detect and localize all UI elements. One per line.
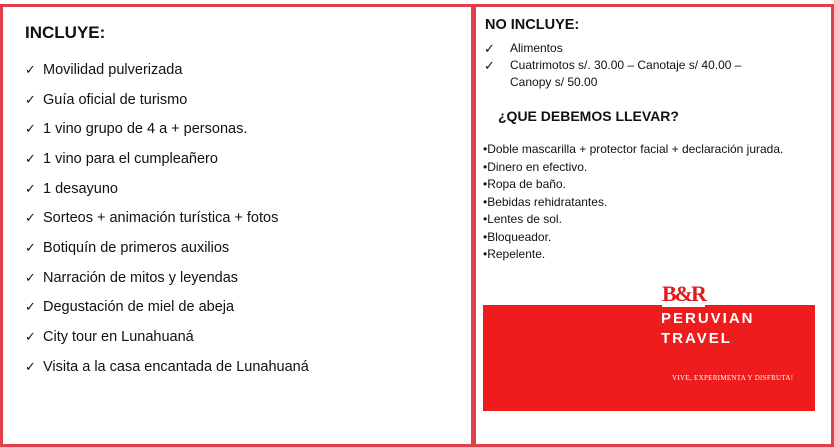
check-icon: ✓	[484, 58, 495, 73]
check-icon: ✓	[25, 121, 36, 137]
list-item: •Bloqueador.	[483, 229, 552, 244]
list-item: •Bebidas rehidratantes.	[483, 194, 608, 209]
list-item: •Ropa de baño.	[483, 177, 566, 191]
list-item: ✓ 1 desayuno	[25, 180, 118, 197]
list-item: ✓ Degustación de miel de abeja	[25, 299, 235, 316]
list-item: ✓ Botiquín de primeros auxilios	[25, 239, 230, 256]
list-item: •Dinero en efectivo.	[483, 159, 588, 174]
list-item: ✓ Narración de mitos y leyendas	[25, 269, 239, 286]
check-icon: ✓	[25, 180, 36, 196]
check-icon: ✓	[25, 91, 36, 107]
list-item: ✓ Movilidad pulverizada	[25, 61, 183, 78]
includes-list	[25, 55, 309, 382]
excludes-list	[484, 40, 780, 91]
check-icon: ✓	[25, 150, 36, 166]
check-icon: ✓	[25, 61, 36, 77]
brand-slogan: VIVE, EXPERIMENTA Y DISFRUTA!	[672, 374, 794, 382]
brand-logo: B&R	[662, 281, 705, 306]
list-item: •Lentes de sol.	[483, 212, 562, 226]
includes-panel	[0, 4, 474, 447]
bring-title: ¿QUE DEBEMOS LLEVAR?	[498, 108, 679, 124]
check-icon: ✓	[25, 239, 36, 255]
check-icon: ✓	[25, 269, 36, 285]
includes-title: INCLUYE:	[25, 23, 106, 42]
list-item: ✓ Guía oficial de turismo	[25, 91, 188, 108]
list-item: ✓ Sorteos + animación turística + fotos	[25, 210, 279, 227]
check-icon: ✓	[25, 329, 36, 345]
list-item: ✓ Cuatrimotos s/. 30.00 – Canotaje s/ 40.00 – Canopy s/ 50.00	[484, 58, 742, 89]
excludes-panel	[473, 4, 834, 447]
check-icon: ✓	[484, 41, 495, 56]
list-item: ✓ 1 vino para el cumpleañero	[25, 150, 218, 167]
check-icon: ✓	[25, 299, 36, 315]
list-item: ✓ Visita a la casa encantada de Lunahuaná	[25, 358, 309, 375]
list-item: ✓ 1 vino grupo de 4 a + personas.	[25, 121, 248, 138]
check-icon: ✓	[25, 210, 36, 226]
list-item: ✓ Alimentos	[484, 41, 563, 56]
excludes-title: NO INCLUYE:	[485, 17, 580, 33]
brand-banner	[483, 305, 815, 411]
bring-list	[483, 141, 783, 264]
list-item: •Repelente.	[483, 247, 546, 261]
list-item: ✓ City tour en Lunahuaná	[25, 329, 194, 346]
brand-name: PERUVIAN TRAVEL	[661, 310, 755, 347]
list-item: •Doble mascarilla + protector facial + declaración jurada.	[483, 142, 784, 156]
check-icon: ✓	[25, 358, 36, 374]
